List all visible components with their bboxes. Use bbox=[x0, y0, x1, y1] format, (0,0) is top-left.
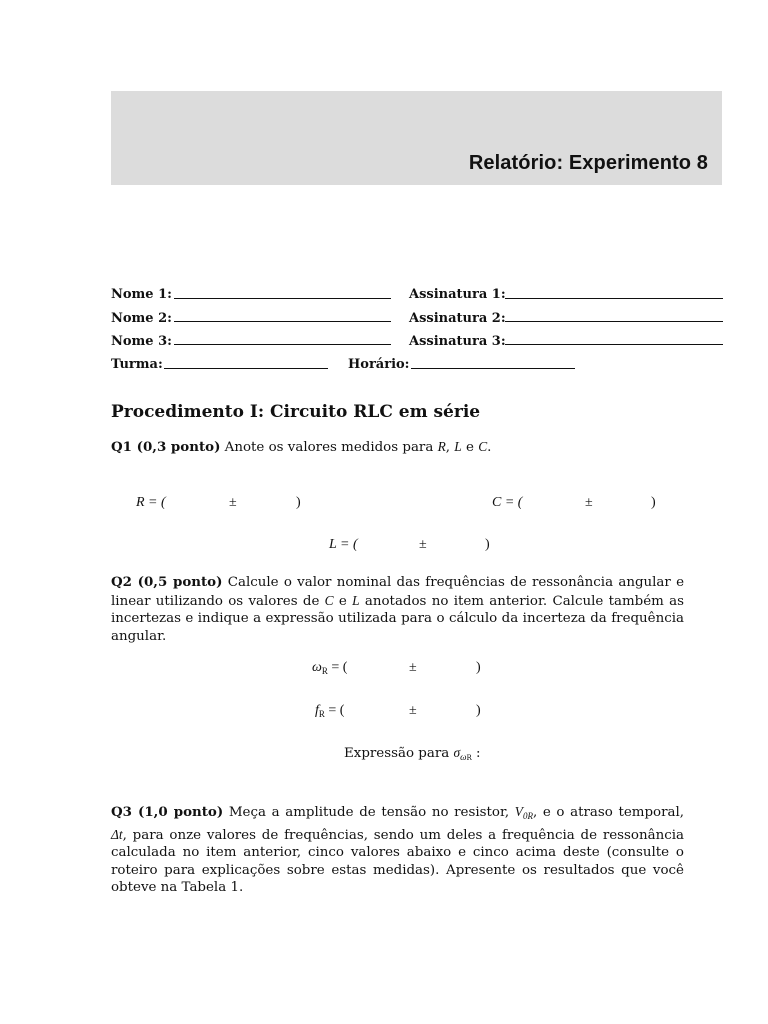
q1-var-c: C bbox=[478, 439, 488, 454]
eq-l-close: ) bbox=[485, 537, 490, 552]
eq-f-close: ) bbox=[476, 703, 481, 718]
f-symbol: f bbox=[315, 703, 319, 718]
q1-var-l: L bbox=[454, 439, 462, 454]
eq-c-lhs: C = ( bbox=[492, 495, 523, 510]
q2-label: Q2 (0,5 ponto) bbox=[111, 574, 223, 590]
section-title: Procedimento I: Circuito RLC em série bbox=[111, 402, 481, 422]
q1-paragraph bbox=[111, 438, 684, 457]
q1-label: Q1 (0,3 ponto) bbox=[111, 439, 221, 455]
assinatura2-line[interactable] bbox=[505, 321, 723, 322]
q2-paragraph bbox=[111, 574, 684, 645]
sigma-subscript: ω bbox=[460, 752, 467, 762]
q3-text-c: , para onze valores de frequências, sendo um deles a frequência de ressonância calculada no item anterior, cinco valores abaixo e cinco acima deste (consulte o roteiro para explicações sobre estas medidas). Apresente os resultados que você obteve na Tabela 1. bbox=[111, 827, 684, 895]
q1-var-r: R bbox=[437, 439, 446, 454]
eq-omega-lhs bbox=[312, 660, 347, 676]
assinatura1-line[interactable] bbox=[505, 298, 723, 299]
expression-colon: : bbox=[471, 746, 481, 761]
eq-l-pm: ± bbox=[419, 537, 427, 552]
horario-label: Horário: bbox=[348, 357, 410, 372]
assinatura3-label: Assinatura 3: bbox=[409, 334, 506, 349]
f-eq: = ( bbox=[324, 703, 345, 718]
q1-comma: , bbox=[445, 440, 455, 455]
assinatura1-label: Assinatura 1: bbox=[409, 287, 506, 302]
q3-paragraph bbox=[111, 803, 684, 897]
eq-omega-pm: ± bbox=[409, 660, 417, 675]
nome1-line[interactable] bbox=[174, 298, 391, 299]
nome2-label: Nome 2: bbox=[111, 311, 172, 326]
q2-var-c: C bbox=[324, 592, 334, 608]
turma-label: Turma: bbox=[111, 357, 163, 372]
expression-text: Expressão para bbox=[344, 746, 454, 761]
q2-var-l: L bbox=[352, 592, 360, 608]
q2-text-a: Calcule o valor nominal das frequências de ressonância angular e linear utilizando os valores de bbox=[111, 575, 685, 609]
sigma-symbol: σ bbox=[453, 745, 461, 760]
omega-eq: = ( bbox=[327, 660, 348, 675]
omega-symbol: ω bbox=[312, 660, 322, 675]
sigma-subsubscript: R bbox=[466, 754, 472, 762]
q3-var-v: V bbox=[514, 804, 523, 819]
q2-and: e bbox=[333, 593, 353, 609]
nome3-label: Nome 3: bbox=[111, 334, 172, 349]
assinatura3-line[interactable] bbox=[505, 344, 723, 345]
eq-r-pm: ± bbox=[229, 495, 237, 510]
q3-var-v-subscript: 0R bbox=[522, 811, 533, 821]
page-title: Relatório: Experimento 8 bbox=[468, 152, 708, 174]
nome1-label: Nome 1: bbox=[111, 287, 172, 302]
header-banner bbox=[111, 91, 722, 185]
eq-omega-close: ) bbox=[476, 660, 481, 675]
q3-var-dt: Δt bbox=[111, 826, 123, 842]
omega-subscript: R bbox=[321, 666, 328, 676]
eq-c-pm: ± bbox=[585, 495, 593, 510]
q3-text-b: , e o atraso temporal, bbox=[532, 805, 685, 820]
eq-c-close: ) bbox=[651, 495, 656, 510]
expression-note bbox=[344, 745, 481, 763]
q2-text-b: anotados no item anterior. Calcule também as incertezas e indique a expressão utilizada para o cálculo da incerteza da frequência angular. bbox=[111, 593, 684, 644]
q3-label: Q3 (1,0 ponto) bbox=[111, 804, 224, 820]
assinatura2-label: Assinatura 2: bbox=[409, 311, 506, 326]
f-subscript: R bbox=[318, 709, 325, 719]
eq-f-lhs bbox=[315, 703, 344, 719]
q1-text: Anote os valores medidos para bbox=[220, 440, 438, 455]
eq-r-lhs: R = ( bbox=[136, 495, 166, 510]
turma-line[interactable] bbox=[164, 368, 328, 369]
nome2-line[interactable] bbox=[174, 321, 391, 322]
q1-and: e bbox=[461, 440, 479, 455]
horario-line[interactable] bbox=[411, 368, 575, 369]
q1-period: . bbox=[487, 440, 492, 455]
nome3-line[interactable] bbox=[174, 344, 391, 345]
eq-r-close: ) bbox=[296, 495, 301, 510]
eq-l-lhs: L = ( bbox=[329, 537, 358, 552]
eq-f-pm: ± bbox=[409, 703, 417, 718]
q3-text-a: Meça a amplitude de tensão no resistor, bbox=[223, 805, 515, 820]
